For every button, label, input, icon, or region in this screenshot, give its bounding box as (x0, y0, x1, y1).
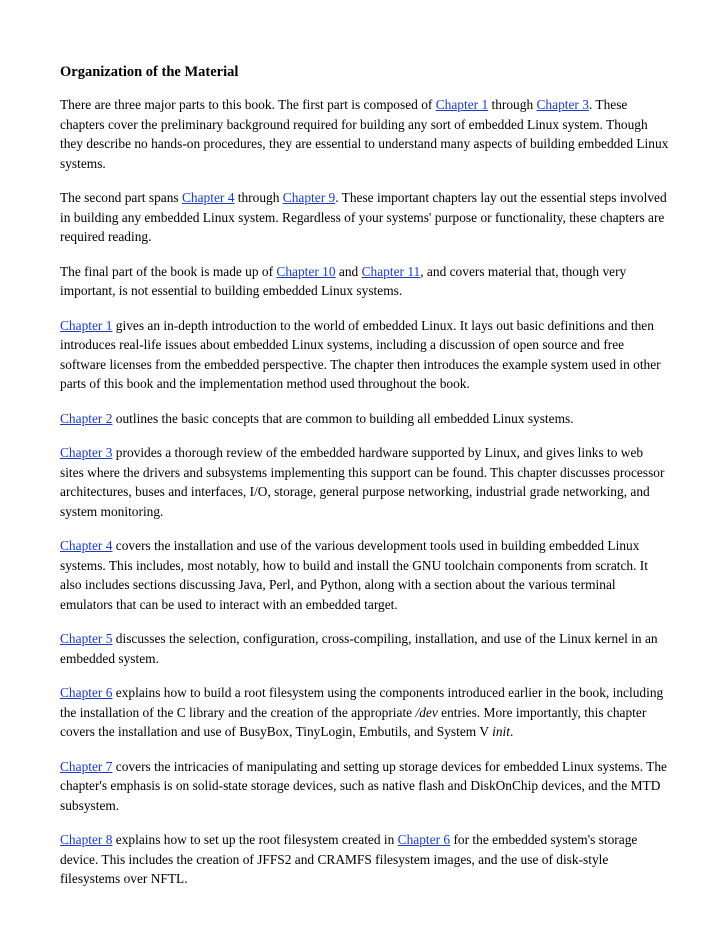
chapter-11-link[interactable]: Chapter 11 (361, 263, 421, 279)
text-run: . These chapters cover the preliminary background required for building any sort of embedded Linux system. Though they describe no hands-on procedures, they are essential to understand many aspects of building embedded Linux systems. (60, 97, 669, 171)
text-run: There are three major parts to this book. The first part is composed of (60, 97, 436, 112)
chapter-1-link[interactable]: Chapter 1 (435, 97, 489, 112)
chapter-2-link[interactable]: Chapter 2 (60, 410, 113, 426)
paragraph-chapter-2 (60, 409, 670, 429)
document-page (60, 63, 670, 904)
chapter-4-link[interactable]: Chapter 4 (181, 190, 235, 205)
paragraph-chapter-5 (60, 629, 670, 668)
text-run: . These important chapters lay out the essential steps involved in building any embedded Linux system. Regardless of your systems' purpose or functionality, these chapters are required reading. (60, 190, 667, 244)
chapter-3-link[interactable]: Chapter 3 (60, 445, 113, 460)
paragraph-chapter-7 (60, 757, 670, 816)
text-run: through (234, 190, 283, 205)
chapter-3-link[interactable]: Chapter 3 (536, 97, 589, 112)
text-run: covers the installation and use of the various development tools used in building embedded Linux systems. This includes, most notably, how to build and install the GNU toolchain components from scratch. It also includes sections discussing Java, Perl, and Python, along with a section about the various terminal emulators that can be used to interact with an embedded target. (60, 538, 648, 612)
dev-path-text: /dev (415, 704, 438, 720)
paragraph-chapter-3 (60, 443, 670, 521)
text-run: outlines the basic concepts that are common to building all embedded Linux systems. (112, 410, 574, 426)
text-run: covers the intricacies of manipulating and setting up storage devices for embedded Linux systems. The chapter's emphasis is on solid-state storage devices, such as native flash and DiskOnChip devices, and the MTD subsystem. (60, 758, 668, 813)
paragraph-parts-overview-2 (60, 188, 670, 247)
text-run: . (509, 724, 514, 739)
chapter-1-link[interactable]: Chapter 1 (60, 317, 113, 333)
chapter-9-link[interactable]: Chapter 9 (282, 190, 336, 205)
text-run: gives an in-depth introduction to the world of embedded Linux. It lays out basic definitions and then introduces real-life issues about embedded Linux systems, including a discussion of open source and free software licenses from the embedded perspective. The chapter then introduces the example system used in other parts of this book and the implementation method used throughout the book. (60, 317, 661, 391)
chapter-10-link[interactable]: Chapter 10 (276, 263, 336, 279)
chapter-7-link[interactable]: Chapter 7 (60, 758, 113, 774)
section-heading: Organization of the Material (60, 64, 239, 80)
text-run: The second part spans (60, 190, 182, 205)
text-run: through (488, 97, 537, 112)
paragraph-chapter-6 (60, 683, 670, 742)
paragraph-chapter-4 (60, 536, 670, 614)
text-run: discusses the selection, configuration, cross-compiling, installation, and use of the Linux kernel in an embedded system. (60, 631, 658, 666)
text-run: provides a thorough review of the embedded hardware supported by Linux, and gives links to web sites where the drivers and subsystems implementing this support can be found. This chapter discusses processor architectures, buses and interfaces, I/O, storage, general purpose networking, industrial grade networking, and system monitoring. (60, 445, 665, 519)
paragraph-parts-overview-3 (60, 262, 670, 301)
chapter-6-link[interactable]: Chapter 6 (397, 832, 451, 847)
chapter-8-link[interactable]: Chapter 8 (60, 832, 113, 847)
text-run: and (335, 263, 362, 279)
paragraph-parts-overview-1 (60, 95, 670, 173)
init-text: init (492, 724, 510, 739)
text-run: entries. More importantly, this chapter covers the installation and use of BusyBox, TinyLogin, Embutils, and System V (60, 704, 647, 739)
chapter-6-link[interactable]: Chapter 6 (60, 685, 113, 700)
text-run: , and covers material that, though very important, is not essential to building embedded Linux systems. (60, 263, 627, 298)
paragraph-chapter-1 (60, 316, 670, 394)
paragraph-chapter-8 (60, 830, 670, 889)
text-run: The final part of the book is made up of (60, 263, 277, 279)
chapter-5-link[interactable]: Chapter 5 (60, 631, 113, 646)
chapter-4-link[interactable]: Chapter 4 (60, 538, 113, 553)
text-run: explains how to set up the root filesystem created in (112, 832, 398, 847)
text-run: for the embedded system's storage device. This includes the creation of JFFS2 and CRAMFS filesystem images, and the use of disk-style filesystems over NFTL. (60, 832, 638, 886)
text-run: explains how to build a root filesystem using the components introduced earlier in the book, including the installation of the C library and the creation of the appropriate (60, 685, 664, 720)
